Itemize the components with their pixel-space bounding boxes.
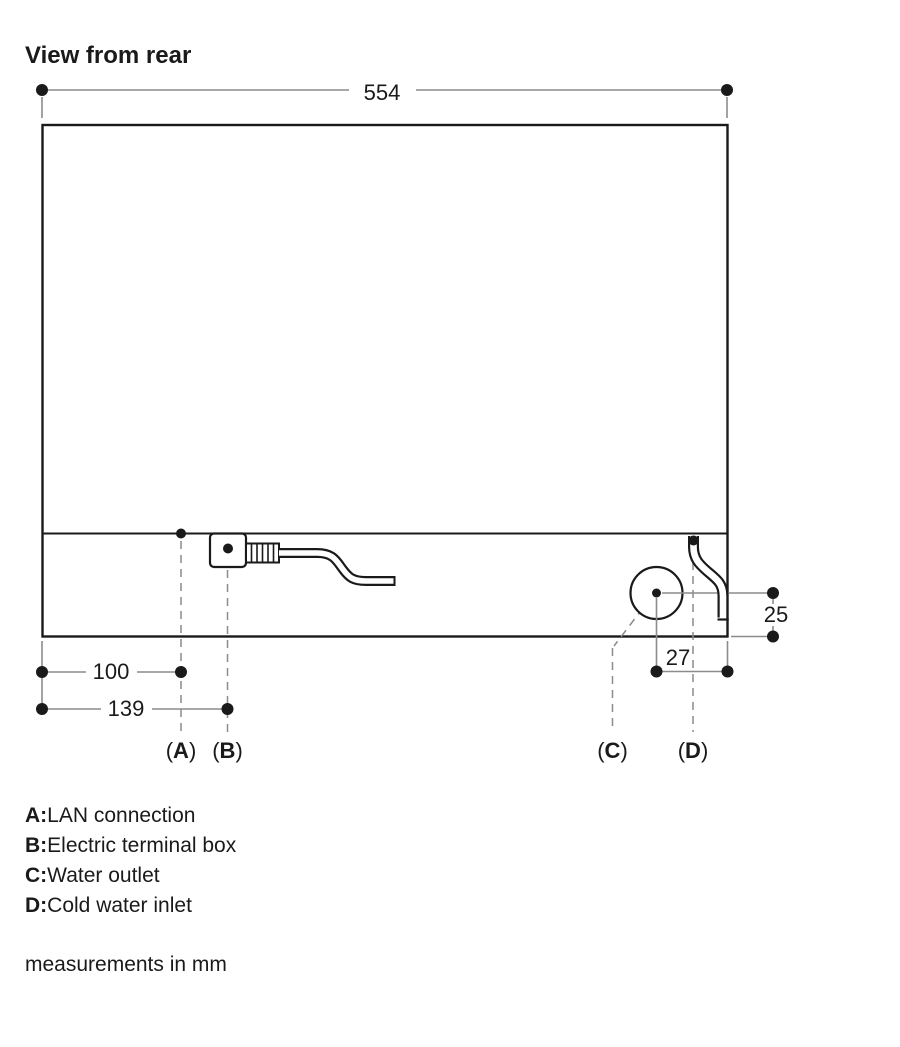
cold-water-inlet-hose bbox=[689, 536, 729, 620]
legend-item-c: C:Water outlet bbox=[25, 864, 160, 887]
dimension-endpoint-dot bbox=[36, 84, 48, 96]
marker-label-a: (A) bbox=[165, 738, 197, 763]
electric-terminal-box bbox=[210, 534, 395, 587]
marker-label-c: (C) bbox=[597, 738, 628, 763]
marker-label-b: (B) bbox=[212, 738, 243, 763]
water-outlet bbox=[631, 567, 768, 670]
dimension-100-label: 100 bbox=[92, 659, 130, 684]
legend-item-a: A:LAN connection bbox=[25, 804, 196, 827]
appliance-outline bbox=[43, 125, 728, 637]
marker-label-d: (D) bbox=[677, 738, 709, 763]
legend-item-b: B:Electric terminal box bbox=[25, 834, 237, 857]
dimension-27-label: 27 bbox=[665, 645, 691, 670]
page-title: View from rear bbox=[25, 42, 192, 69]
dimension-endpoint-dot bbox=[721, 84, 733, 96]
legend bbox=[25, 804, 237, 917]
dimension-outlet-to-bottom bbox=[731, 587, 788, 643]
measurements-note: measurements in mm bbox=[25, 953, 227, 976]
dimension-outlet-to-edge bbox=[651, 641, 734, 678]
dimension-554-label: 554 bbox=[363, 80, 401, 105]
cold-water-inlet-point bbox=[689, 536, 699, 546]
dimension-25-label: 25 bbox=[763, 602, 789, 627]
dimension-terminal-box-offset bbox=[36, 696, 234, 721]
lan-connection-point bbox=[176, 529, 186, 539]
dimension-overall-width bbox=[36, 80, 733, 118]
water-outlet-point bbox=[652, 589, 661, 598]
locator-line-c-slanted bbox=[614, 608, 643, 646]
dimension-139-label: 139 bbox=[107, 696, 145, 721]
terminal-box-point bbox=[223, 544, 233, 554]
legend-item-d: D:Cold water inlet bbox=[25, 894, 192, 917]
